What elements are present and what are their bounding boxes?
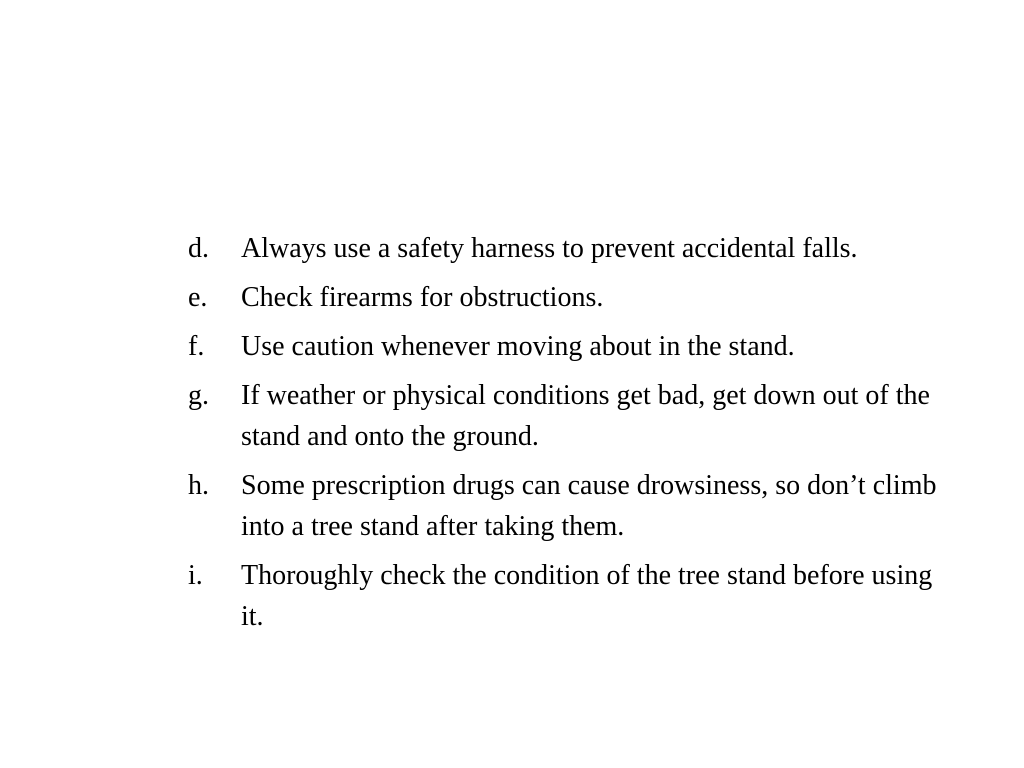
list-item — [188, 465, 948, 547]
list-item — [188, 228, 948, 269]
list-item — [188, 555, 948, 637]
list-item-text: Always use a safety harness to prevent accidental falls. — [241, 233, 858, 264]
list-item-marker: g. — [188, 380, 209, 411]
list-item — [188, 277, 948, 318]
list-item-marker: d. — [188, 233, 209, 264]
list-item-marker: f. — [188, 331, 205, 362]
safety-tips-list — [188, 228, 948, 645]
list-item-text: Check firearms for obstructions. — [241, 282, 604, 313]
list-item-text: Use caution whenever moving about in the stand. — [241, 331, 795, 362]
list-item-text: Thoroughly check the condition of the tree stand before using it. — [241, 560, 933, 632]
list-item-marker: h. — [188, 470, 209, 501]
list-item-text: Some prescription drugs can cause drowsiness, so don’t climb into a tree stand after taking them. — [241, 470, 937, 542]
list-item — [188, 326, 948, 367]
list-item-text: If weather or physical conditions get bad, get down out of the stand and onto the ground. — [241, 380, 930, 452]
list-item — [188, 375, 948, 457]
list-item-marker: i. — [188, 560, 203, 591]
list-item-marker: e. — [188, 282, 208, 313]
